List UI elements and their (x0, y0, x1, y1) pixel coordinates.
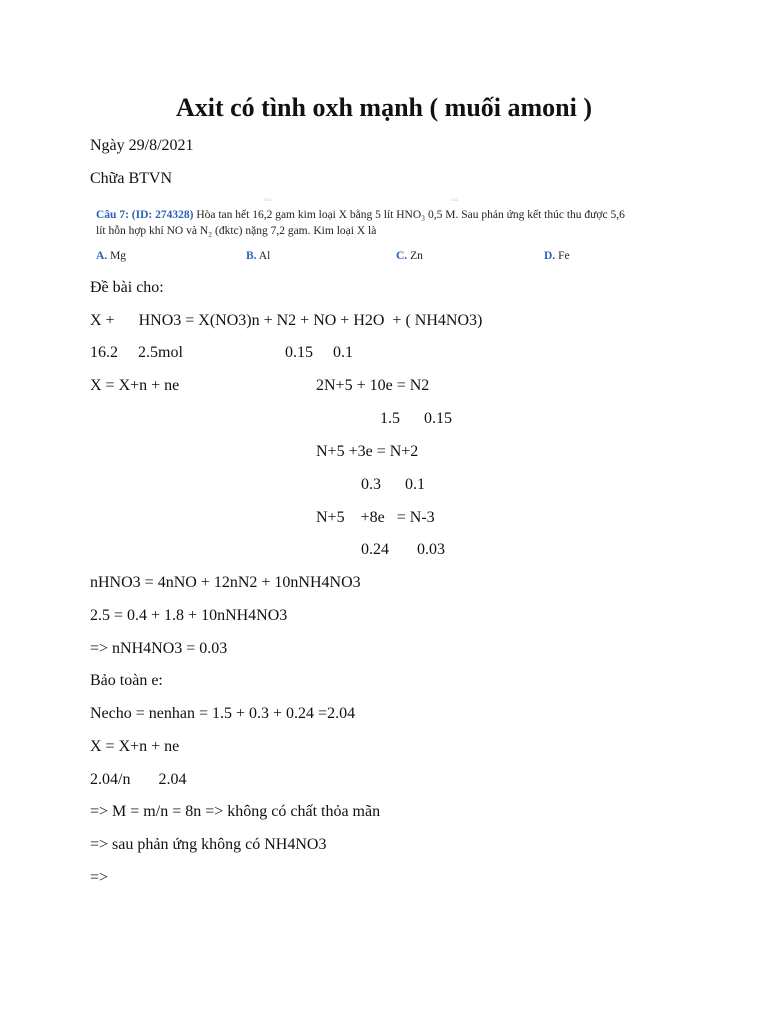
question-text-1: Hòa tan hết 16,2 gam kim loại X bằng 5 lít HNO₃ 0,5 M. Sau phản ứng kết thúc thu được 5,6 (193, 209, 625, 221)
equation-line: N+5 +3e = N+2 (316, 443, 419, 460)
option-b: B. Al (246, 250, 271, 262)
value-line: 0.3 0.1 (361, 476, 425, 493)
equation-line: nHNO3 = 4nNO + 12nN2 + 10nNH4NO3 (90, 574, 361, 591)
option-c: C. Zn (396, 250, 423, 262)
scan-artifact-icon: ▫▫ (451, 195, 459, 206)
option-d: D. Fe (544, 250, 570, 262)
text-line: Đề bài cho: (90, 279, 164, 296)
result-line: => nNH4NO3 = 0.03 (90, 640, 228, 657)
value-line: 2.04/n 2.04 (90, 771, 187, 788)
date-line: Ngày 29/8/2021 (90, 137, 194, 154)
option-a: A. Mg (96, 250, 127, 262)
value-line: 0.15 0.1 (285, 344, 353, 361)
equation-line: X + HNO3 = X(NO3)n + N2 + NO + H2O + ( NH4NO3) (90, 312, 483, 329)
question-line-2: lít hỗn hợp khí NO và N₂ (đktc) nặng 7,2 gam. Kim loại X là (96, 225, 377, 237)
value-line: 1.5 0.15 (380, 410, 452, 427)
result-line: => sau phản ứng không có NH4NO3 (90, 836, 327, 853)
equation-line: 2.5 = 0.4 + 1.8 + 10nNH4NO3 (90, 607, 288, 624)
value-line: 0.24 0.03 (361, 541, 445, 558)
question-line-1 (96, 207, 625, 223)
equation-line: N+5 +8e = N-3 (316, 509, 435, 526)
equation-line: 2N+5 + 10e = N2 (316, 377, 430, 394)
scan-artifact-icon: ▫▫ (264, 195, 272, 206)
equation-line: Necho = nenhan = 1.5 + 0.3 + 0.24 =2.04 (90, 705, 356, 722)
text-line: Bảo toàn e: (90, 672, 163, 689)
equation-line: X = X+n + ne (90, 377, 180, 394)
value-line: 16.2 2.5mol (90, 344, 183, 361)
question-image (96, 195, 676, 267)
result-line: => M = m/n = 8n => không có chất thỏa mãn (90, 803, 381, 820)
page-title: Axit có tình oxh mạnh ( muối amoni ) (175, 93, 593, 122)
result-line: => (90, 869, 109, 886)
question-id: Câu 7: (ID: 274328) (96, 209, 194, 221)
subtitle-line: Chữa BTVN (90, 170, 172, 187)
equation-line: X = X+n + ne (90, 738, 180, 755)
